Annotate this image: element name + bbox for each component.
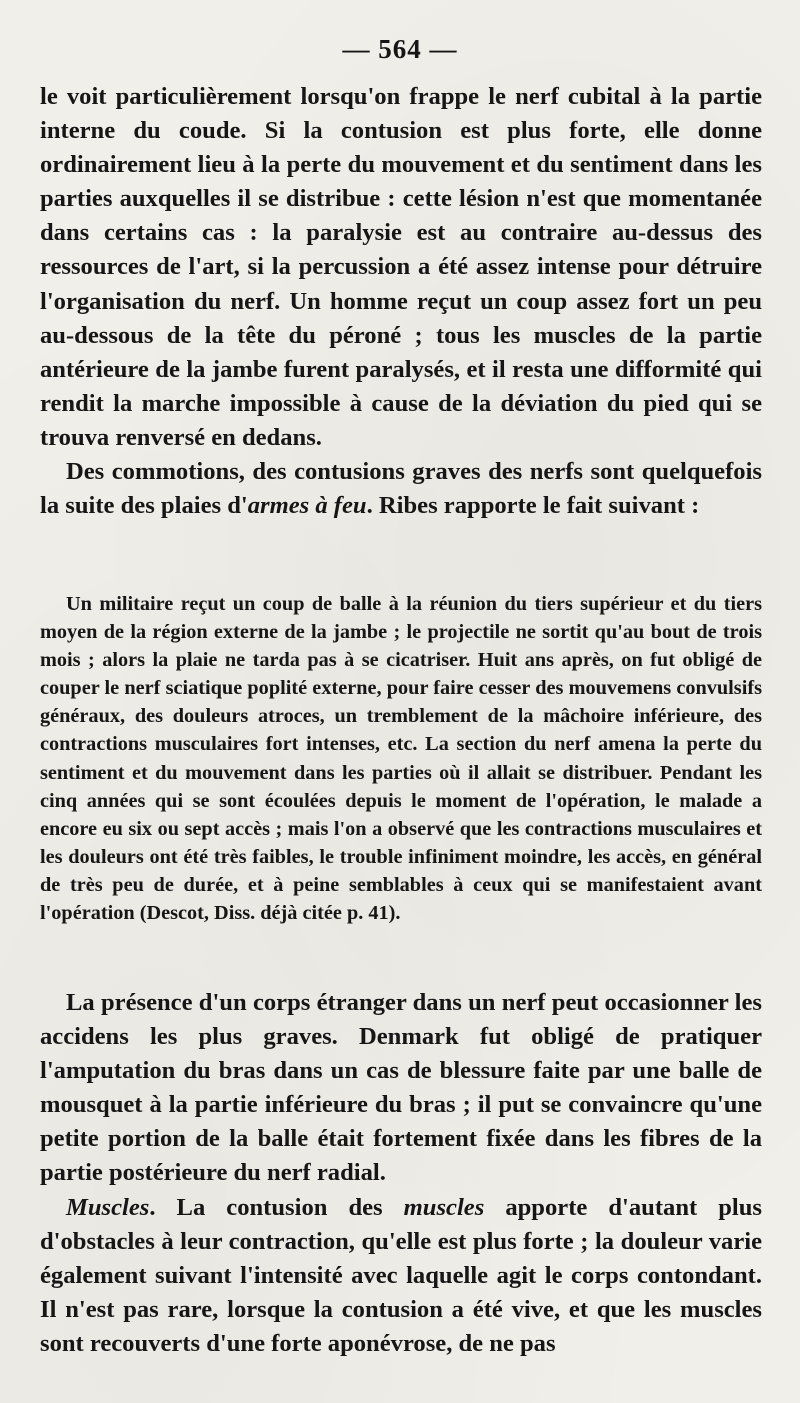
paragraph-commotions xyxy=(40,455,762,523)
quoted-case-block xyxy=(40,590,762,927)
paragraph-muscles xyxy=(40,1191,762,1361)
italic-armes-a-feu: armes à feu xyxy=(247,492,367,520)
paragraph-nerf-cubital: le voit particulièrement lorsqu'on frappe le nerf cubital à la partie interne du coude. Si la contusion est plus forte, elle donne ordinairement lieu à la perte du mouvement et du sentiment dans les parties auxquelles il se distribue : cette lésion n'est que momentanée dans certains cas : la paralysie est au contraire au-dessus des ressources de l'art, si la percussion a été assez intense pour détruire l'organisation du nerf. Un homme reçut un coup assez fort un peu au-dessous de la tête du péroné ; tous les muscles de la partie antérieure de la jambe furent paralysés, et il resta une difformité qui rendit la marche impossible à cause de la déviation du pied qui se trouva renversé en dedans. xyxy=(40,83,762,451)
italic-muscles-heading: Muscles xyxy=(66,1193,150,1221)
text-block-bottom xyxy=(40,986,762,1361)
page-number: — 564 — xyxy=(342,34,458,64)
paragraph-commotions-end: . Ribes rapporte le fait suivant : xyxy=(366,492,700,520)
paragraph-militaire-case: Un militaire reçut un coup de balle à la réunion du tiers supérieur et du tiers moyen de la région externe de la jambe ; le projectile ne sortit qu'au bout de trois mois ; alors la plaie ne tarda pas à se cicatriser. Huit ans après, on fut obligé de couper le nerf sciatique poplité externe, pour faire cesser des mouvemens convulsifs généraux, des douleurs atroces, un tremblement de la mâchoire inférieure, des contractions musculaires fort intenses, etc. La section du nerf amena la perte du sentiment et du mouvement dans les parties où il allait se distribuer. Pendant les cinq années qui se sont écoulées depuis le moment de l'opération, le malade a encore eu six ou sept accès ; mais l'on a observé que les contractions musculaires et les douleurs ont été très faibles, le trouble infiniment moindre, les accès, en général de très peu de durée, et à peine semblables à ceux qui se manifestaient avant l'opération (Descot, Diss. déjà citée p. 41). xyxy=(40,593,762,925)
paragraph-corps-etranger: La présence d'un corps étranger dans un nerf peut occasionner les accidens les plus graves. Denmark fut obligé de pratiquer l'amputation du bras dans un cas de blessure faite par une balle de mousquet à la partie inférieure du bras ; il put se convaincre qu'une petite portion de la balle était fortement fixée dans les fibres de la partie postérieure du nerf radial. xyxy=(40,989,762,1187)
paragraph-commotions-text: Des commotions, des contusions graves des nerfs sont quelquefois la suite des plaies d' xyxy=(40,458,762,520)
paragraph-muscles-text-2: apporte d'autant plus d'obstacles à leur contraction, qu'elle est plus forte ; la douleur varie également suivant l'intensité avec laquelle agit le corps contondant. Il n'est pas rare, lorsque la contusion a été vive, et que les muscles sont recouverts d'une forte aponévrose, de ne pas xyxy=(40,1193,762,1357)
italic-muscles: muscles xyxy=(403,1193,485,1221)
text-block-top xyxy=(40,80,762,523)
paragraph-muscles-text-1: . La contusion des xyxy=(149,1193,404,1221)
